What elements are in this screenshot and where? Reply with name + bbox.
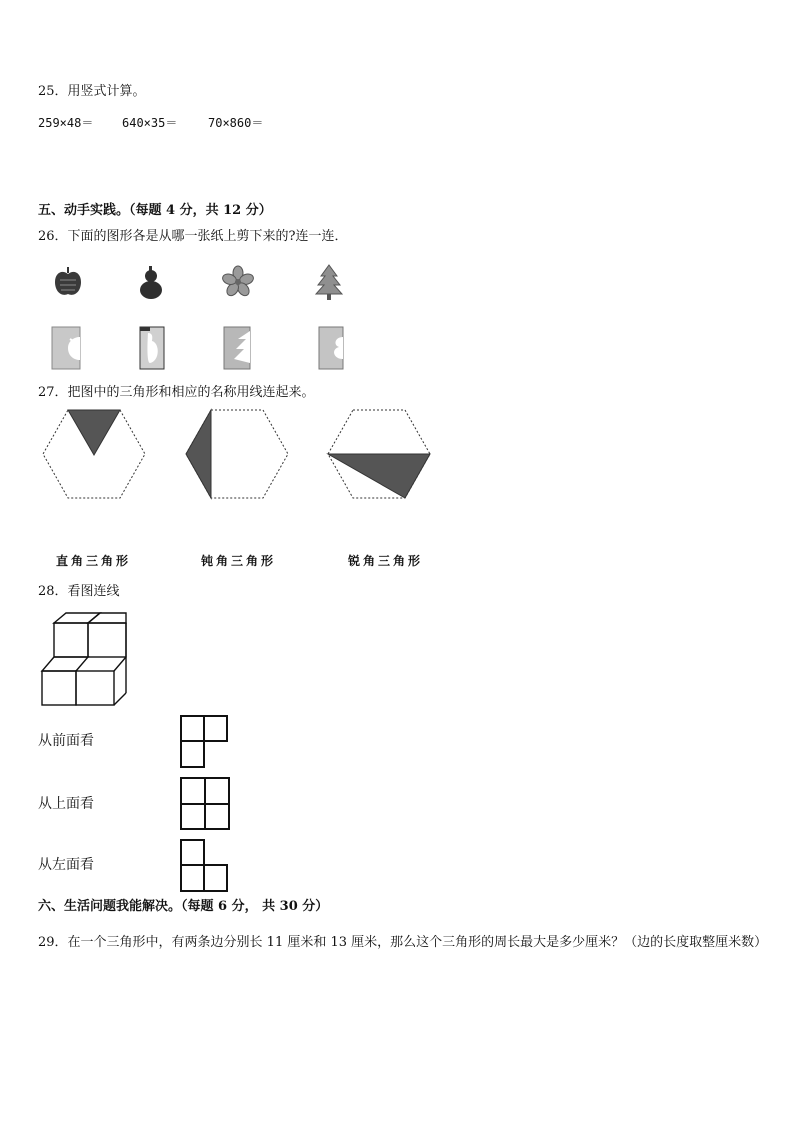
apple-icon <box>52 266 84 298</box>
paper-4 <box>319 327 343 369</box>
label-right-triangle: 直角三角形 <box>56 554 132 568</box>
cube-stack-figure <box>40 611 130 707</box>
tree-icon <box>315 265 343 301</box>
calc-item-1: 259×48＝ <box>38 116 94 130</box>
calc-item-3: 70×860＝ <box>208 116 264 130</box>
q25-title: 25．用竖式计算。 <box>38 84 146 99</box>
view-front-label: 从前面看 <box>38 733 94 749</box>
view-left-label: 从左面看 <box>38 857 94 873</box>
section6-heading: 六、生活问题我能解决。（每题 6 分， 共 30 分） <box>38 899 329 914</box>
q26-title: 26．下面的图形各是从哪一张纸上剪下来的?连一连． <box>38 229 348 244</box>
q29-text: 29．在一个三角形中，有两条边分别长 11 厘米和 13 厘米，那么这个三角形的周长最大是多少厘米？（边的长度取整厘米数） <box>38 935 768 950</box>
view-option-c <box>180 839 230 893</box>
q28-title: 28．看图连线 <box>38 584 120 599</box>
gourd-icon <box>137 266 165 300</box>
view-option-a <box>180 715 230 769</box>
paper-1 <box>52 327 80 369</box>
section5-heading: 五、动手实践。（每题 4 分，共 12 分） <box>38 203 272 218</box>
view-top-label: 从上面看 <box>38 796 94 812</box>
q27-title: 27．把图中的三角形和相应的名称用线连起来。 <box>38 385 315 400</box>
hexagon-figure-2 <box>185 409 289 499</box>
calc-item-2: 640×35＝ <box>122 116 178 130</box>
flower-icon <box>221 265 255 299</box>
label-obtuse-triangle: 钝角三角形 <box>201 554 277 568</box>
paper-3 <box>224 327 250 369</box>
label-acute-triangle: 锐角三角形 <box>348 554 424 568</box>
hexagon-figure-3 <box>327 409 431 499</box>
view-option-b <box>180 777 232 831</box>
paper-2 <box>140 327 164 369</box>
hexagon-figure-1 <box>42 409 146 499</box>
